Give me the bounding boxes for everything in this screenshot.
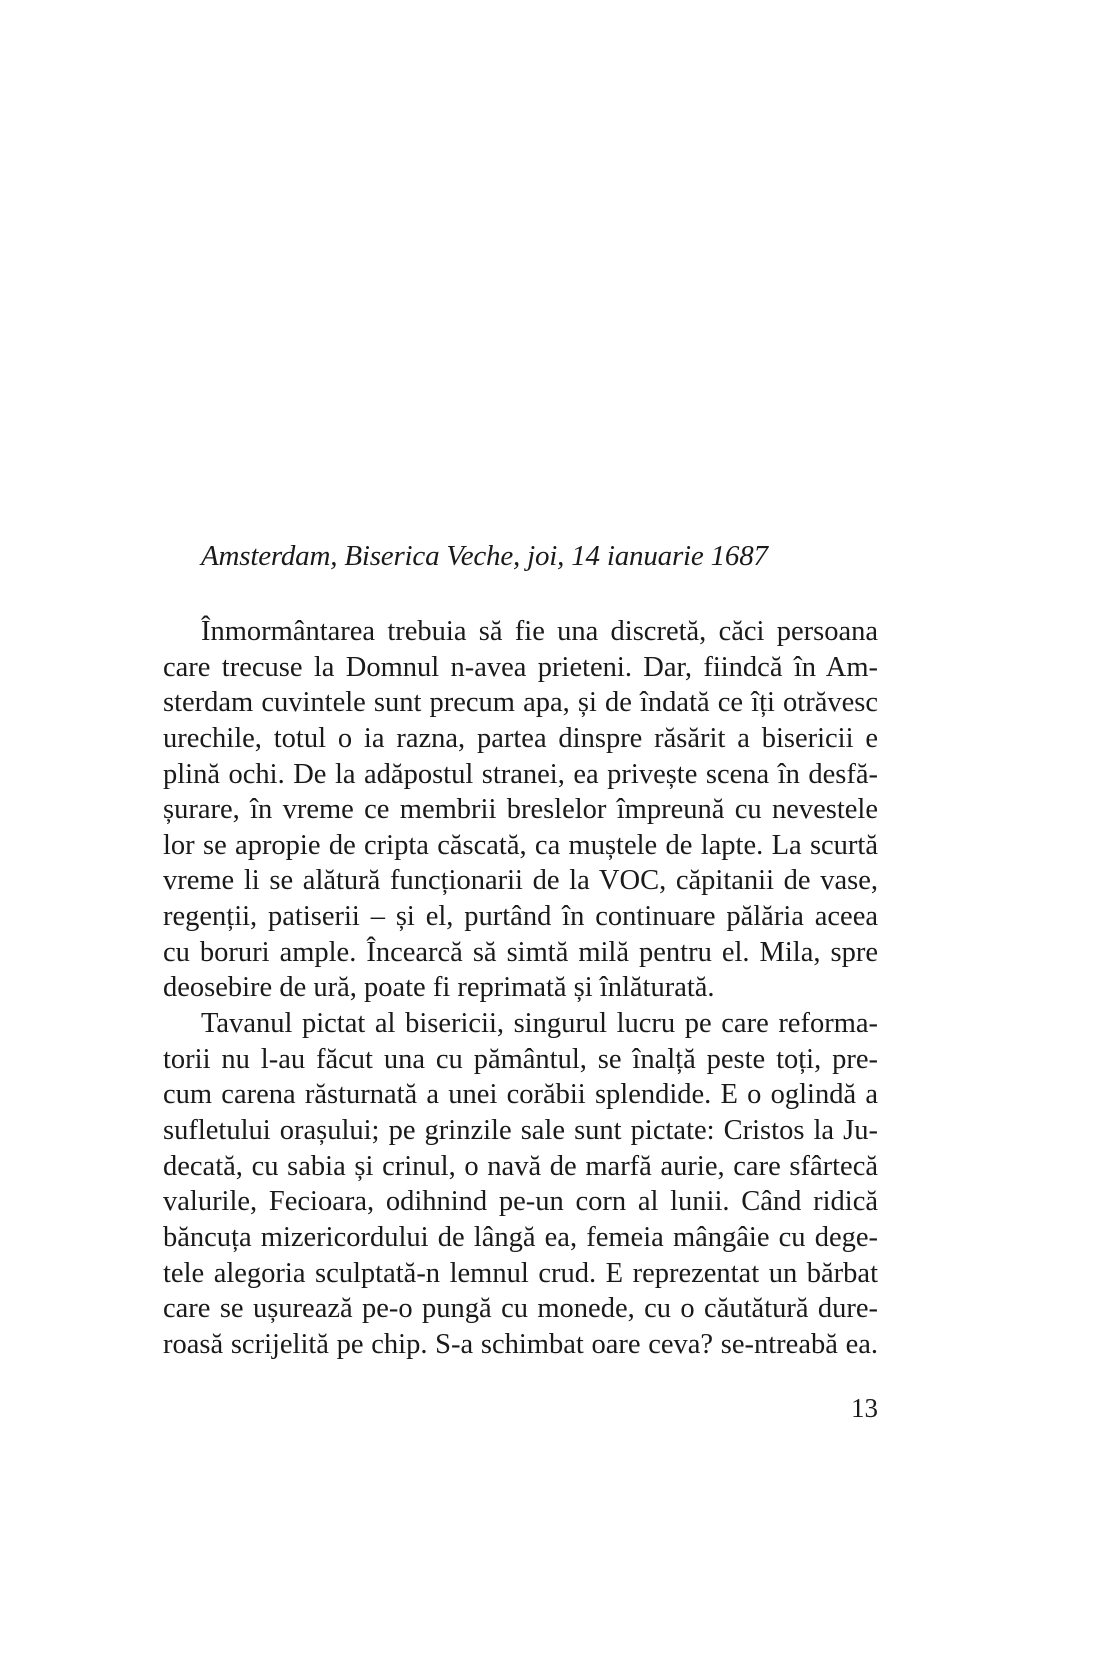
paragraph-1 (163, 614, 878, 1006)
text-line: torii nu l-au făcut una cu pământul, se înalță peste toți, pre- (163, 1043, 878, 1075)
text-line: regenții, patiserii – și el, purtând în continuare pălăria aceea (163, 901, 878, 933)
text-line: deosebire de ură, poate fi reprimată și înlăturată. (163, 972, 715, 1004)
text-line: Tavanul pictat al bisericii, singurul lucru pe care reforma- (201, 1008, 878, 1040)
text-line: plină ochi. De la adăpostul stranei, ea privește scena în desfă- (163, 758, 878, 790)
page-number: 13 (851, 1393, 878, 1423)
text-line: Înmormântarea trebuia să fie una discretă, căci persoana (201, 616, 878, 647)
body-text (163, 614, 878, 1362)
text-line: sufletului orașului; pe grinzile sale sunt pictate: Cristos la Ju- (163, 1114, 878, 1146)
text-line: sterdam cuvintele sunt precum apa, și de îndată ce îți otrăvesc (163, 687, 878, 719)
text-line: urechile, totul o ia razna, partea dinspre răsărit a bisericii e (163, 722, 878, 754)
text-line: cu boruri ample. Încearcă să simtă milă pentru el. Mila, spre (163, 936, 878, 968)
chapter-heading: Amsterdam, Biserica Veche, joi, 14 ianuarie 1687 (201, 540, 768, 572)
text-line: valurile, Fecioara, odihnind pe-un corn al lunii. Când ridică (163, 1186, 878, 1218)
paragraph-2 (163, 1006, 878, 1362)
text-line: decată, cu sabia și crinul, o navă de marfă aurie, care sfârtecă (163, 1150, 878, 1182)
text-line: cum carena răsturnată a unei corăbii splendide. E o oglindă a (163, 1079, 878, 1111)
text-line: lor se apropie de cripta căscată, ca muștele de lapte. La scurtă (163, 829, 878, 861)
text-line: băncuța mizericordului de lângă ea, femeia mângâie cu dege- (163, 1221, 878, 1253)
text-line: roasă scrijelită pe chip. S-a schimbat oare ceva? se-ntreabă ea. (163, 1328, 878, 1360)
text-line: tele alegoria sculptată-n lemnul crud. E reprezentat un bărbat (163, 1257, 878, 1289)
text-line: șurare, în vreme ce membrii breslelor împreună cu nevestele (163, 794, 878, 826)
text-line: care se ușurează pe-o pungă cu monede, cu o căutătură dure- (163, 1293, 878, 1325)
text-line: care trecuse la Domnul n-avea prieteni. Dar, fiindcă în Am- (163, 651, 878, 683)
text-line: vreme li se alătură funcționarii de la VOC, căpitanii de vase, (163, 865, 878, 897)
